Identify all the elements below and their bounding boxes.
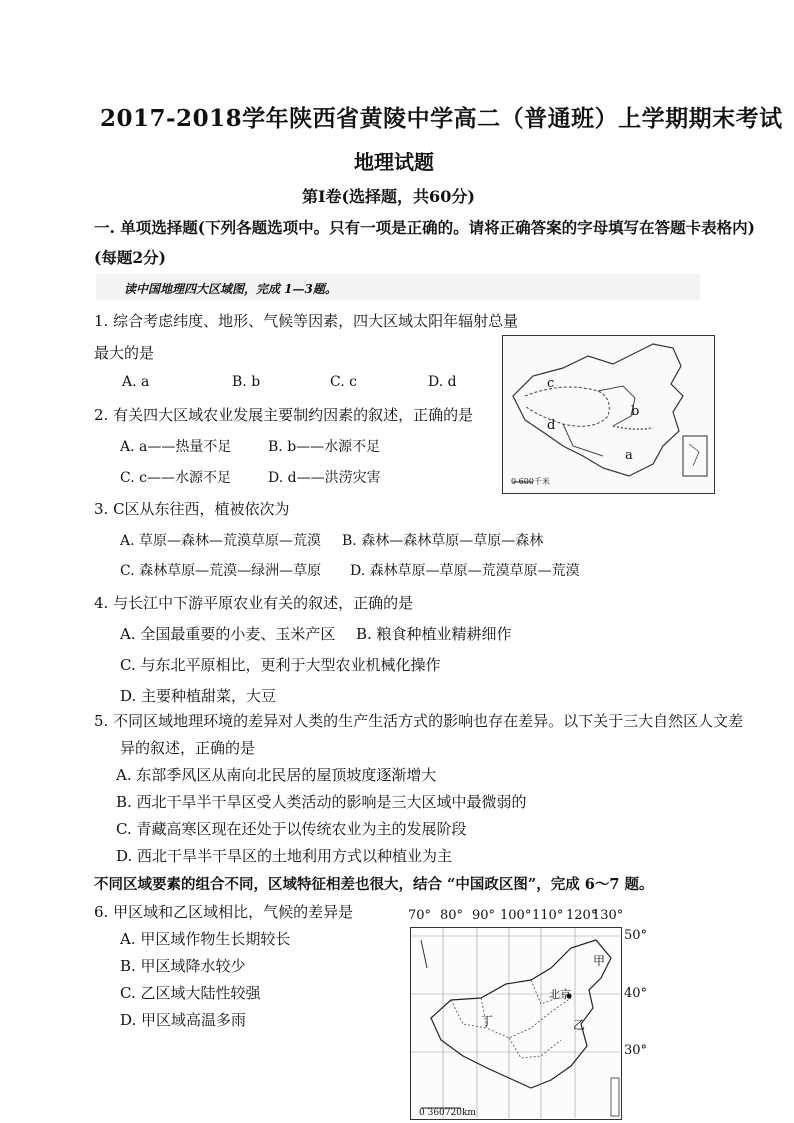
q1-option-a: A. a <box>122 374 150 390</box>
lon-label-110: 110° <box>532 908 564 923</box>
q1-stem: 1. 综合考虑纬度、地形、气候等因素，四大区域太阳年辐射总量 <box>94 312 519 330</box>
lon-label-120: 120° <box>566 908 598 923</box>
q5-stem-cont: 异的叙述，正确的是 <box>120 739 256 757</box>
lon-label-70: 70° <box>408 908 432 923</box>
q5-option-d: D. 西北干旱半干旱区的土地利用方式以种植业为主 <box>116 847 453 865</box>
lon-label-80: 80° <box>440 908 464 923</box>
q2-option-d: D. d——洪涝灾害 <box>268 470 381 486</box>
q6-option-d: D. 甲区域高温多雨 <box>120 1011 247 1029</box>
q5-option-a: A. 东部季风区从南向北民居的屋顶坡度逐渐增大 <box>116 766 437 784</box>
q2-option-a: A. a——热量不足 <box>120 439 232 455</box>
exam-title: 2017-2018学年陕西省黄陵中学高二（普通班）上学期期末考试 <box>100 105 783 132</box>
q1-option-c: C. c <box>330 374 357 390</box>
q4-option-b: B. 粮食种植业精耕细作 <box>356 625 512 643</box>
region-label-a: a <box>625 448 633 463</box>
region-label-c: c <box>547 376 555 391</box>
q4-option-c: C. 与东北平原相比，更利于大型农业机械化操作 <box>120 656 441 674</box>
q1-stem-cont: 最大的是 <box>94 344 155 362</box>
q3-option-c: C. 森林草原—荒漠—绿洲—草原 <box>120 563 322 579</box>
part-heading: 第Ⅰ卷(选择题，共60分) <box>302 187 475 206</box>
map1-scale: 0 600千米 <box>511 477 550 486</box>
section-points: (每题2分) <box>94 248 166 267</box>
lon-label-130: 130° <box>592 908 624 923</box>
place-label-yi: 乙 <box>573 1018 586 1032</box>
q5-stem: 5. 不同区域地理环境的差异对人类的生产生活方式的影响也存在差异。以下关于三大自然区人文差 <box>94 712 744 730</box>
lon-label-90: 90° <box>472 908 496 923</box>
map2-frame <box>410 927 622 1120</box>
place-label-ding: 丁 <box>481 1014 494 1028</box>
q5-option-b: B. 西北干旱半干旱区受人类活动的影响是三大区域中最微弱的 <box>116 793 527 811</box>
china-regions-map <box>502 335 715 494</box>
lat-label-30: 30° <box>624 1043 648 1058</box>
q3-stem: 3. C区从东往西，植被依次为 <box>94 500 290 518</box>
q2-stem: 2. 有关四大区域农业发展主要制约因素的叙述，正确的是 <box>94 406 474 424</box>
china-regions-map-drawing <box>503 336 713 492</box>
map2-intro: 不同区域要素的组合不同，区域特征相差也很大，结合 “中国政区图”，完成 6～7 题。 <box>94 876 654 893</box>
q6-stem: 6. 甲区域和乙区域相比，气候的差异是 <box>94 903 354 921</box>
map2-drawing <box>411 928 620 1118</box>
lon-label-100: 100° <box>500 908 532 923</box>
lat-label-50: 50° <box>624 928 648 943</box>
q1-option-d: D. d <box>428 374 457 390</box>
exam-subtitle: 地理试题 <box>354 150 434 174</box>
region-label-b: b <box>631 404 640 419</box>
region-label-d: d <box>547 418 556 433</box>
map-intro: 读中国地理四大区域图，完成 1—3题。 <box>124 282 337 296</box>
q3-option-b: B. 森林—森林草原—草原—森林 <box>342 533 544 549</box>
place-label-beijing: 北京 <box>549 988 571 1001</box>
q4-stem: 4. 与长江中下游平原农业有关的叙述，正确的是 <box>94 594 414 612</box>
map2-scale: 0 360720km <box>419 1108 476 1118</box>
q6-option-b: B. 甲区域降水较少 <box>120 957 246 975</box>
q6-option-a: A. 甲区域作物生长期较长 <box>120 930 291 948</box>
q3-option-a: A. 草原—森林—荒漠草原—荒漠 <box>120 533 322 549</box>
q4-option-a: A. 全国最重要的小麦、玉米产区 <box>120 625 336 643</box>
lat-label-40: 40° <box>624 986 648 1001</box>
place-label-jia: 甲 <box>593 954 606 968</box>
q1-option-b: B. b <box>232 374 261 390</box>
q2-option-b: B. b——水源不足 <box>268 439 381 455</box>
q5-option-c: C. 青藏高寒区现在还处于以传统农业为主的发展阶段 <box>116 820 467 838</box>
china-political-map <box>402 905 648 1123</box>
section-heading: 一. 单项选择题(下列各题选项中。只有一项是正确的。请将正确答案的字母填写在答题卡表格内) <box>94 218 755 237</box>
q6-option-c: C. 乙区域大陆性较强 <box>120 984 261 1002</box>
q4-option-d: D. 主要种植甜菜，大豆 <box>120 687 277 705</box>
q3-option-d: D. 森林草原—草原—荒漠草原—荒漠 <box>350 563 580 579</box>
q2-option-c: C. c——水源不足 <box>120 470 231 486</box>
